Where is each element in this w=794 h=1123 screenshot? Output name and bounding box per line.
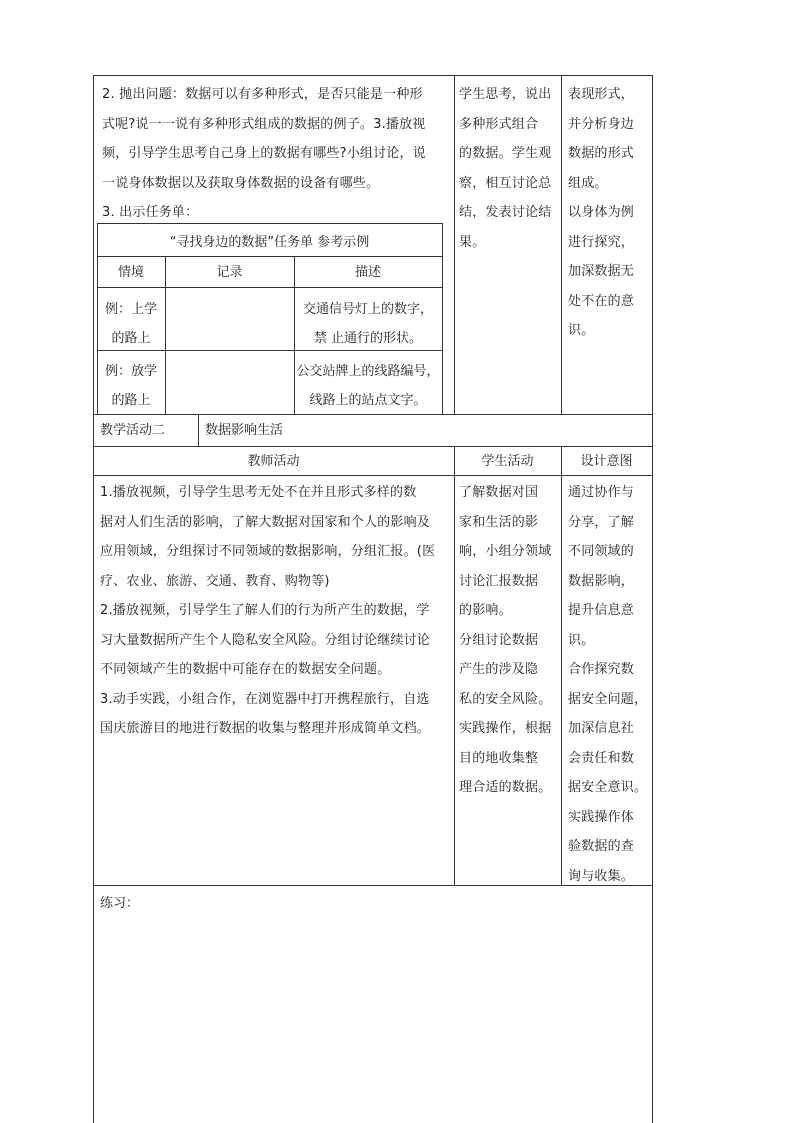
row1-situation (97, 295, 165, 353)
activity2-label: 教学活动二 (100, 423, 166, 438)
text-line: 目的地收集整 (459, 750, 539, 766)
text-line: 表现形式， (568, 87, 635, 102)
cell-line: 禁 止通行的形状。 (313, 331, 423, 346)
text-line: 据安全意识。 (568, 780, 648, 795)
text-line: 会责任和数 (568, 750, 635, 766)
column-header-teacher: 教师活动 (247, 454, 300, 469)
activity2-teacher-text (100, 478, 452, 744)
column-divider-student (454, 75, 455, 414)
activity-label-divider (198, 414, 199, 446)
design-intent-text (568, 80, 652, 346)
text-line: 式呢?说一一说有多种形式组成的数据的例子。3.播放视 (102, 116, 426, 132)
cell-line: 交通信号灯上的数字， (302, 302, 433, 317)
activity2-title: 数据影响生活 (205, 423, 284, 438)
text-line: 结，发表讨论结 (459, 205, 552, 220)
text-line: 私的安全风险。 (459, 691, 552, 707)
task-table-header-bottom (97, 287, 442, 288)
text-line: 实践操作，根据 (459, 721, 552, 736)
cell-line: 的路上 (111, 331, 151, 346)
header-record: 记录 (216, 265, 243, 280)
text-line: 分享，了解 (568, 514, 635, 530)
text-line: 识。 (568, 632, 595, 648)
text-line: 据对人们生活的影响，了解大数据对国家和个人的影响及 (100, 514, 431, 530)
header-description: 描述 (354, 265, 381, 280)
text-line: 提升信息意 (568, 603, 635, 618)
teacher-activity-text (102, 80, 452, 228)
text-line: 家和生活的影 (459, 514, 539, 530)
column-divider-design (561, 75, 562, 414)
text-line: 并分析身边 (568, 116, 635, 132)
cell-line: 的路上 (111, 393, 151, 408)
cell-line: 线路上的站点文字。 (309, 393, 427, 408)
text-line: 数据的形式 (568, 146, 635, 161)
text-line: 学生思考，说出 (459, 87, 552, 102)
text-line: 的影响。 (459, 603, 512, 618)
text-line: 实践操作体 (568, 809, 635, 825)
text-line: 了解数据对国 (459, 485, 539, 500)
text-line: 的数据。学生观 (459, 146, 552, 161)
text-line: 数据影响， (568, 573, 635, 589)
column-header-student: 学生活动 (481, 454, 534, 469)
text-line: 询与收集。 (568, 868, 635, 884)
text-line: 加深信息社 (568, 721, 635, 736)
text-line: 分组讨论数据 (459, 632, 539, 648)
text-line: 进行探究， (568, 234, 635, 250)
text-line: 1.播放视频，引导学生思考无处不在并且形式多样的数 (100, 485, 417, 500)
text-line: 不同领域的 (568, 544, 635, 559)
column-divider-design-2 (561, 446, 562, 885)
task-table-title: “寻找身边的数据”任务单 参考示例 (169, 235, 370, 250)
table-left-border (93, 75, 94, 1123)
text-line: 识。 (568, 323, 595, 338)
text-line: 多种形式组合 (459, 116, 539, 132)
text-line: 通过协作与 (568, 485, 635, 500)
text-line: 组成。 (568, 175, 608, 191)
text-line: 果。 (459, 234, 486, 250)
task-table-top (97, 223, 442, 224)
cell-line: 公交站牌上的线路编号， (296, 364, 440, 379)
text-line: 合作探究数 (568, 662, 635, 677)
text-line: 察，相互讨论总 (459, 175, 552, 191)
text-line: 2. 抛出问题：数据可以有多种形式，是否只能是一种形 (102, 87, 423, 102)
text-line: 疗、农业、旅游、交通、教育、购物等) (100, 573, 330, 589)
text-line: 加深数据无 (568, 264, 635, 279)
text-line: 理合适的数据。 (459, 780, 552, 795)
text-line: 响，小组分领域 (459, 544, 552, 559)
row1-description (294, 295, 442, 353)
text-line: 习大量数据所产生个人隐私安全风险。分组讨论继续讨论 (100, 632, 431, 648)
row2-situation (97, 357, 165, 415)
text-line: 处不在的意 (568, 293, 635, 309)
row2-description (294, 357, 442, 415)
practice-label: 练习： (100, 896, 140, 911)
column-divider-student-2 (454, 446, 455, 885)
text-line: 3.动手实践，小组合作，在浏览器中打开携程旅行，自选 (100, 691, 430, 707)
header-situation: 情境 (117, 265, 144, 280)
text-line: 3. 出示任务单： (102, 205, 199, 220)
text-line: 产生的涉及隐 (459, 662, 539, 677)
text-line: 频，引导学生思考自己身上的数据有哪些?小组讨论，说 (102, 146, 426, 161)
text-line: 2.播放视频，引导学生了解人们的行为所产生的数据，学 (100, 603, 430, 618)
cell-line: 例：放学 (104, 364, 157, 379)
table-right-border (652, 75, 653, 1123)
text-line: 据安全问题， (568, 691, 648, 707)
text-line: 国庆旅游目的地进行数据的收集与整理并形成简单文档。 (100, 721, 431, 736)
text-line: 不同领域产生的数据中可能存在的数据安全问题。 (100, 662, 391, 677)
text-line: 验数据的查 (568, 839, 635, 854)
text-line: 一说身体数据以及获取身体数据的设备有哪些。 (102, 175, 380, 191)
text-line: 讨论汇报数据 (459, 573, 539, 589)
text-line: 以身体为例 (568, 205, 635, 220)
text-line: 应用领域，分组探讨不同领域的数据影响，分组汇报。(医 (100, 544, 436, 559)
student-activity-text (459, 80, 559, 257)
activity2-student-text (459, 478, 559, 803)
column-header-design: 设计意图 (580, 454, 633, 469)
cell-line: 例：上学 (104, 302, 157, 317)
task-table-right (442, 223, 443, 414)
activity2-design-text (568, 478, 652, 891)
table-top-border (93, 75, 652, 76)
